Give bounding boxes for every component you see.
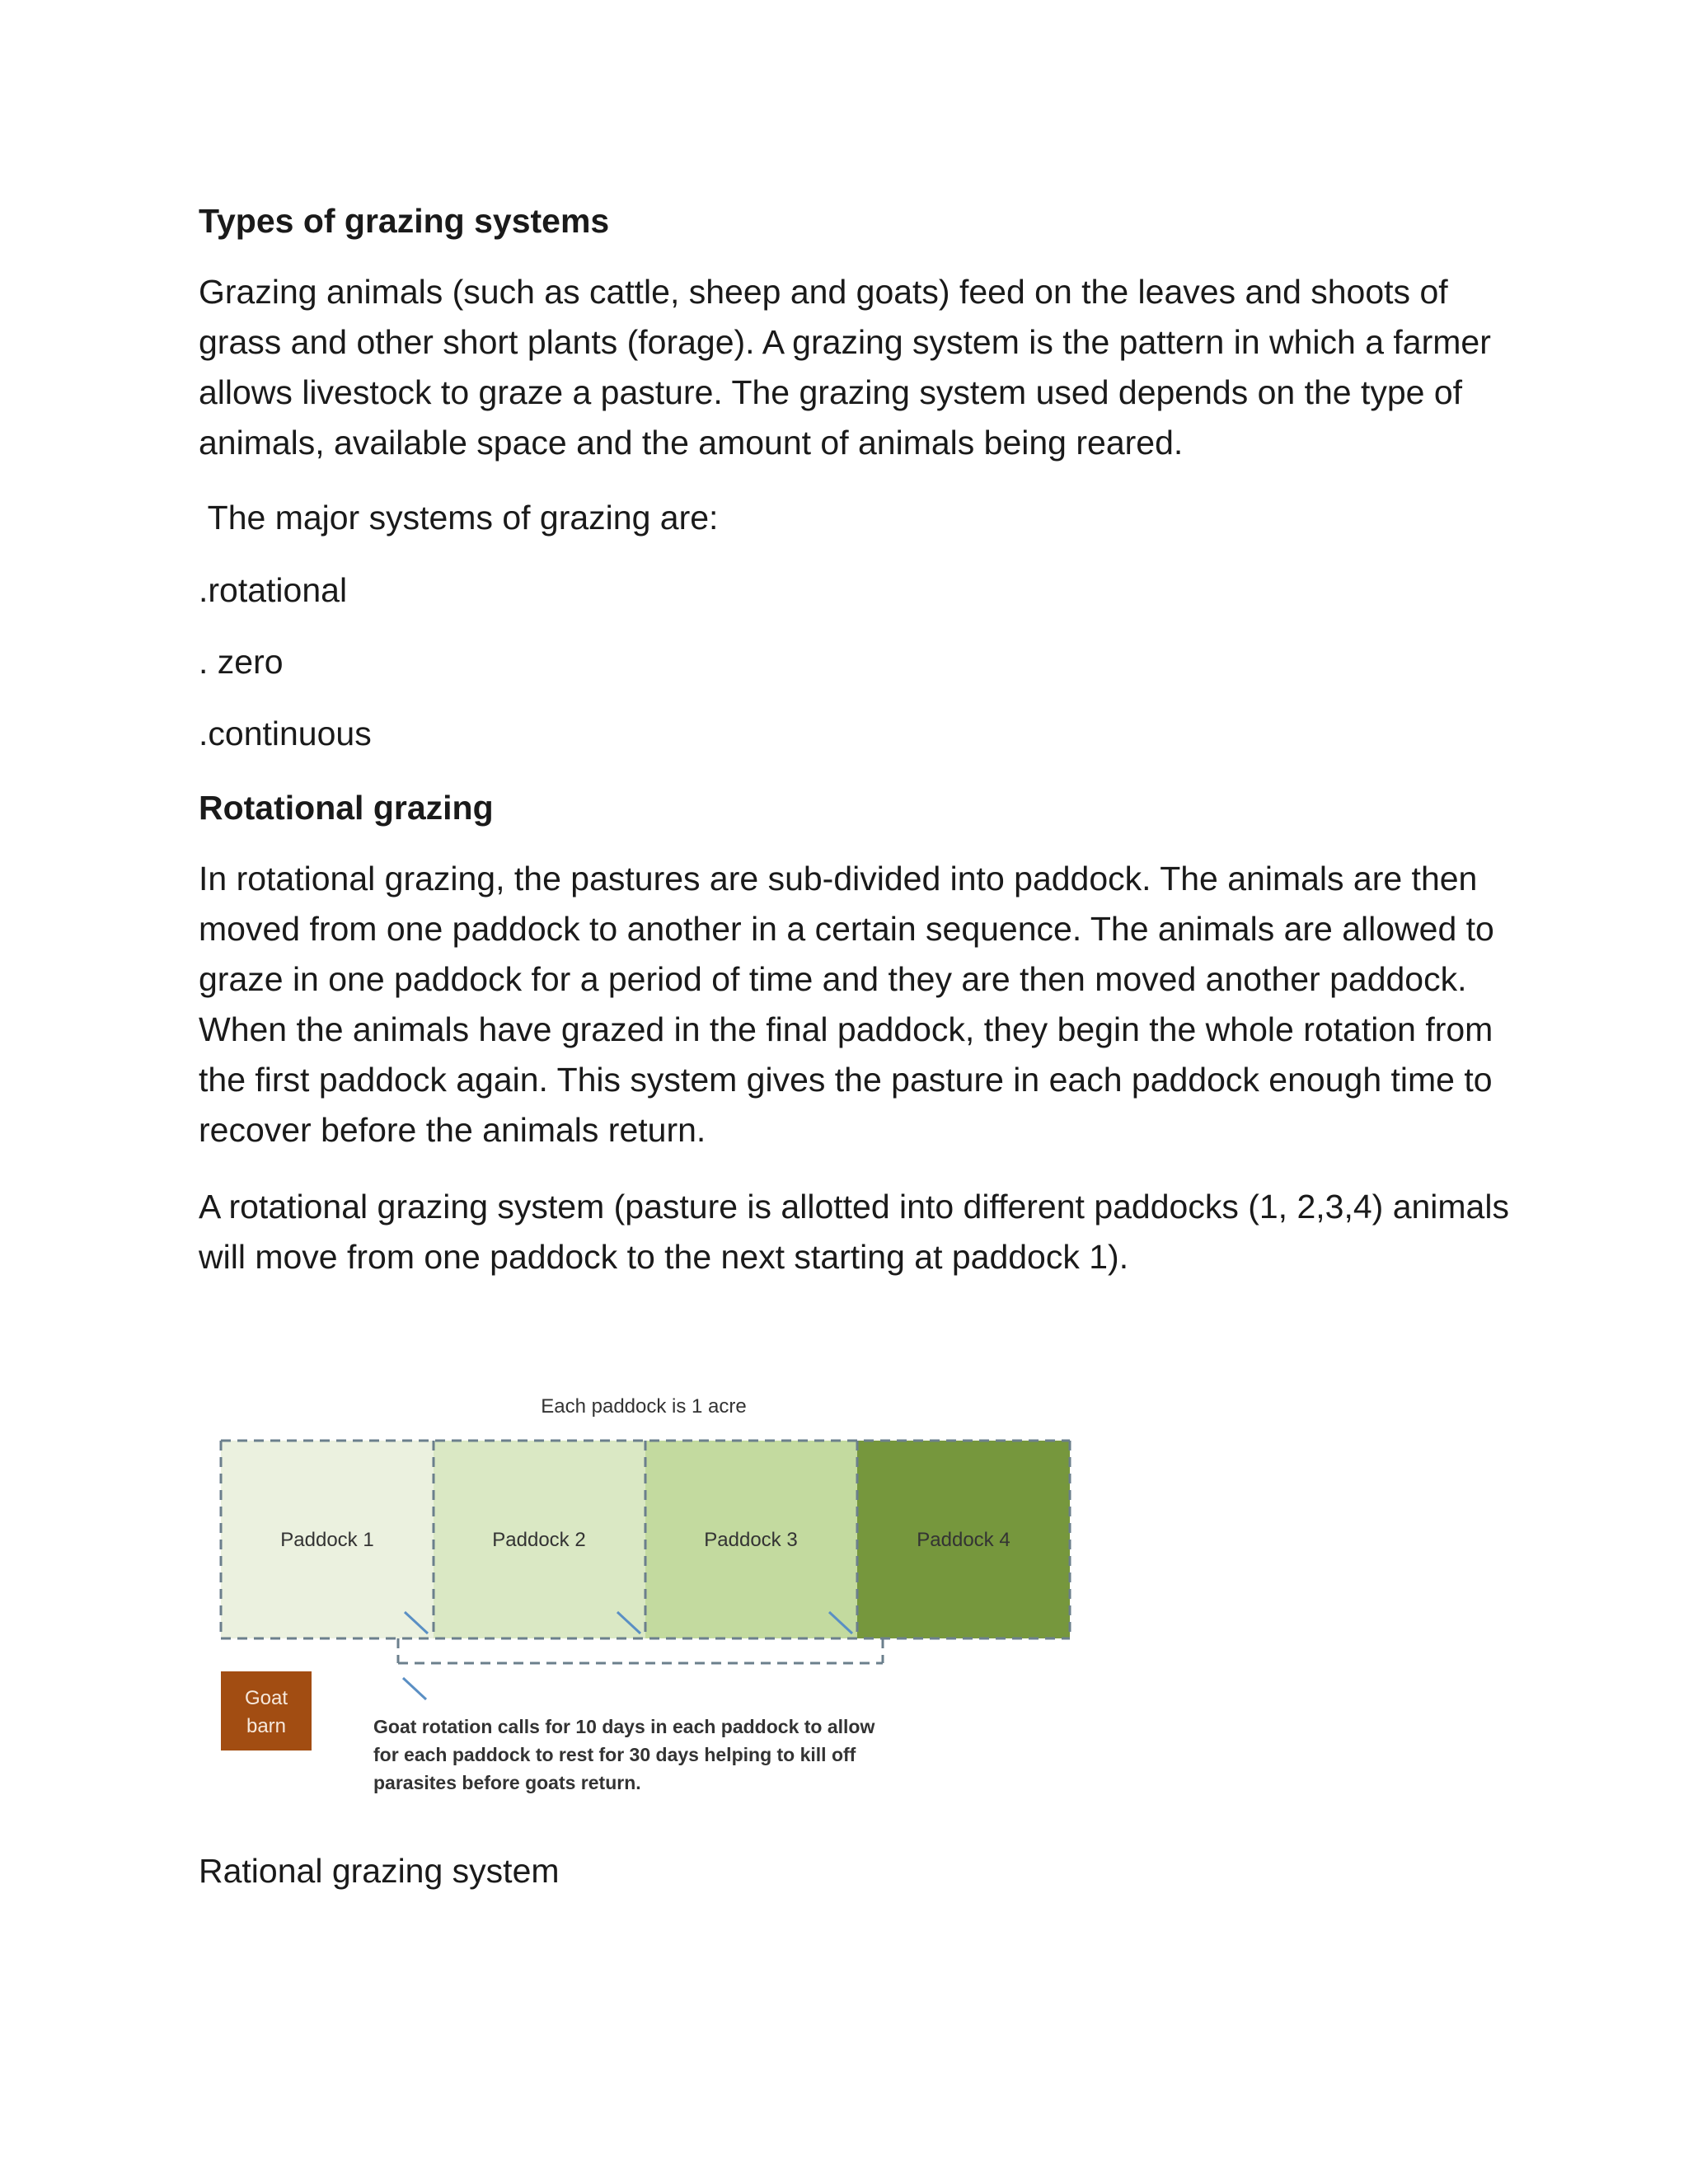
- rotation-note-line-1: Goat rotation calls for 10 days in each paddock to allow: [373, 1716, 875, 1737]
- paddock-2-label: Paddock 2: [492, 1529, 586, 1551]
- rotation-note-line-2: for each paddock to rest for 30 days helping to kill off: [373, 1744, 856, 1765]
- diagram-top-label: Each paddock is 1 acre: [541, 1395, 747, 1418]
- goat-barn-label-line-1: Goat: [244, 1687, 288, 1709]
- paragraph-rotational: In rotational grazing, the pastures are sub-divided into paddock. The animals are then moved from one paddock to another in a certain sequence. The animals are allowed to graze in one paddock for a period of time and they are then moved another paddock. When the animals have grazed in the final paddock, they begin the whole rotation from the first paddock again. This system gives the pasture in each paddock enough time to recover before the animals return.: [199, 860, 1494, 1149]
- paddock-3-label: Paddock 3: [704, 1529, 798, 1551]
- goat-barn-label-line-2: barn: [246, 1715, 287, 1737]
- list-item: .continuous: [199, 715, 372, 752]
- list-item: .rotational: [199, 571, 348, 609]
- heading-types-of-grazing: Types of grazing systems: [199, 202, 610, 240]
- rotation-note-line-3: parasites before goats return.: [373, 1772, 641, 1793]
- gate-arrow-icon: [403, 1678, 426, 1699]
- paragraph-system: A rotational grazing system (pasture is allotted into different paddocks (1, 2,3,4) animals will move from one paddock to the next starting at paddock 1).: [199, 1188, 1509, 1276]
- list-item: . zero: [199, 643, 284, 681]
- paddock-4-label: Paddock 4: [917, 1529, 1010, 1551]
- rotational-grazing-diagram: [199, 1385, 1105, 1813]
- diagram-svg: [199, 1385, 1105, 1813]
- paragraph-intro: Grazing animals (such as cattle, sheep and goats) feed on the leaves and shoots of grass and other short plants (forage). A grazing system is the pattern in which a farmer allows livestock to graze a pasture. The grazing system used depends on the type of animals, available space and the amount of animals being reared.: [199, 273, 1491, 462]
- heading-rotational-grazing: Rotational grazing: [199, 789, 494, 827]
- diagram-caption: Rational grazing system: [199, 1852, 560, 1890]
- goat-barn: [221, 1671, 312, 1750]
- paddock-1-label: Paddock 1: [280, 1529, 374, 1551]
- list-intro: The major systems of grazing are:: [199, 499, 719, 537]
